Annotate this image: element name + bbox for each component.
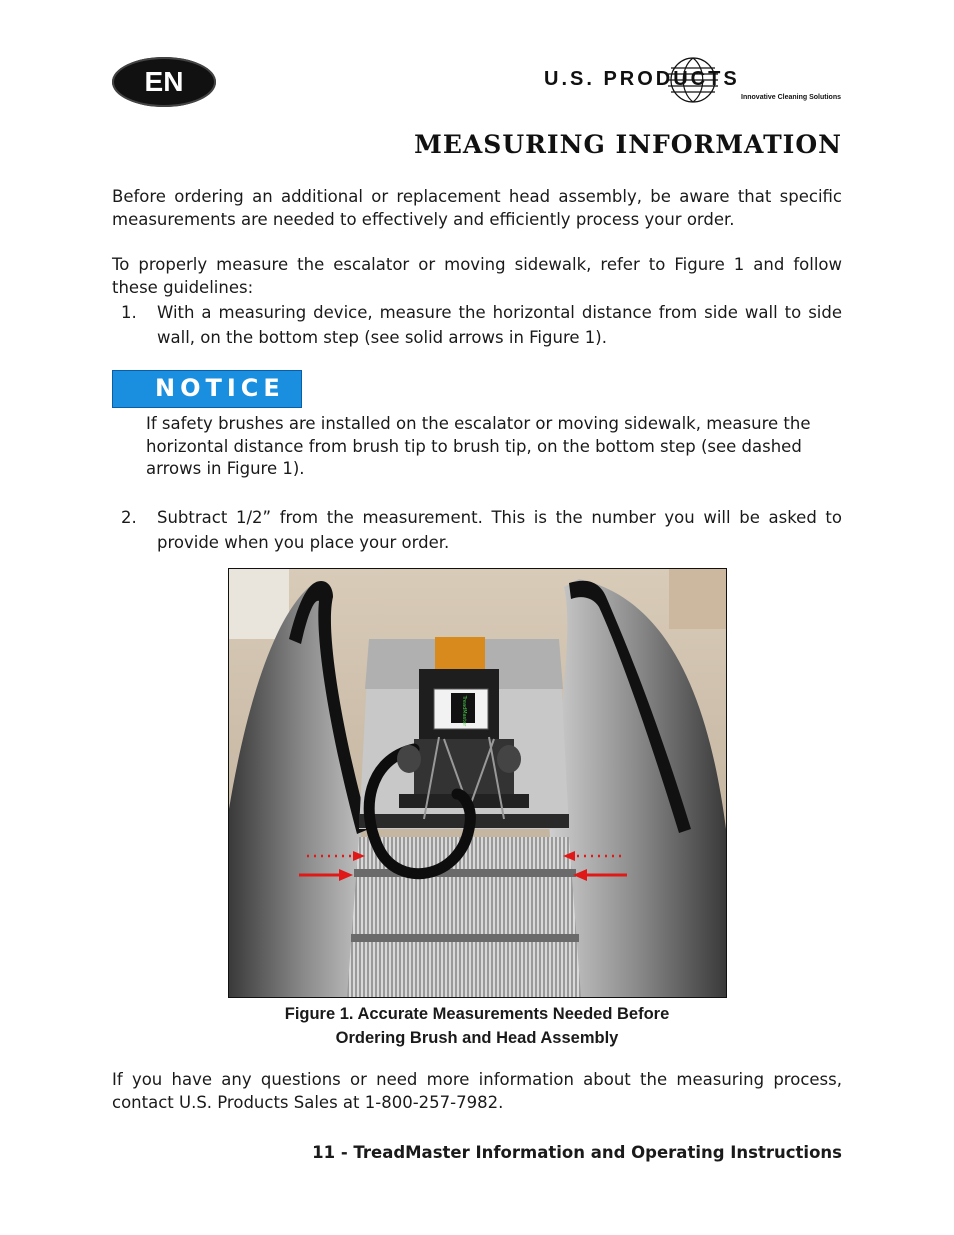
escalator-illustration [229, 569, 726, 997]
page-title: MEASURING INFORMATION [414, 130, 842, 159]
caption-line: Figure 1. Accurate Measurements Needed Before [284, 1005, 670, 1023]
device-label: TreadMaster [461, 695, 467, 727]
step-number: 1. [121, 303, 137, 322]
logo-tagline: Innovative Cleaning Solutions [741, 94, 841, 101]
page-footer: 11 - TreadMaster Information and Operating Instructions [312, 1143, 842, 1162]
figure-photo [228, 568, 727, 998]
language-badge: EN [112, 57, 216, 107]
list-item [112, 300, 842, 350]
company-logo [540, 52, 845, 107]
figure-caption [112, 1002, 842, 1050]
closing-paragraph: If you have any questions or need more information about the measuring process, contact U.S. Products Sales at 1-800-257-7982. [112, 1070, 842, 1112]
guidelines-intro: To properly measure the escalator or moving sidewalk, refer to Figure 1 and follow these guidelines: [112, 255, 842, 297]
list-item [112, 505, 842, 555]
intro-paragraph: Before ordering an additional or replacement head assembly, be aware that specific measurements are needed to effectively and efficiently process your order. [112, 187, 842, 229]
notice-text: If safety brushes are installed on the escalator or moving sidewalk, measure the horizontal distance from brush tip to brush tip, on the bottom step (see dashed arrows in Figure 1). [146, 414, 811, 478]
caption-line: Ordering Brush and Head Assembly [335, 1029, 619, 1047]
step-number: 2. [121, 508, 137, 527]
step-text: Subtract 1/2” from the measurement. This is the number you will be asked to provide when you place your order. [157, 508, 842, 552]
step-text: With a measuring device, measure the horizontal distance from side wall to side wall, on the bottom step (see solid arrows in Figure 1). [157, 303, 842, 347]
notice-banner [112, 370, 302, 408]
notice-label: NOTICE [155, 374, 285, 402]
logo-wordmark: U.S. PRODUCTS [544, 68, 740, 90]
